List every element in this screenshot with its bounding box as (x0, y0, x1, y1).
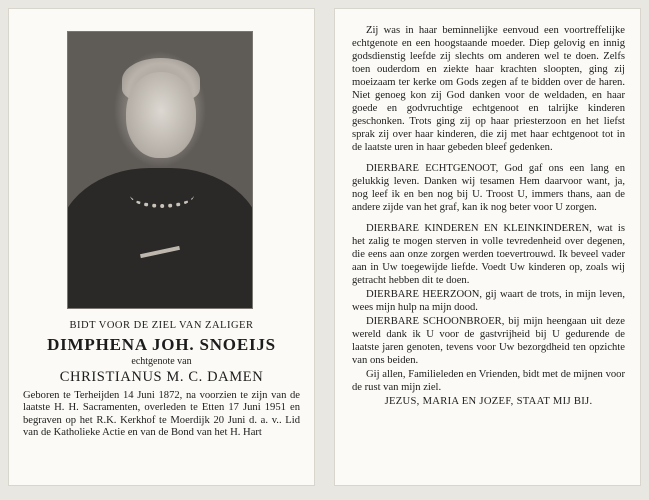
spouse-name: CHRISTIANUS M. C. DAMEN (59, 369, 264, 385)
address-children: DIERBARE KINDEREN EN KLEINKINDEREN, wat is het zalig te mogen sterven in volle tevredenheid over degenen, die eens aan onze zorgen werden toevertrouwd. Ik beveel vader aan in Uw toegewijde liefde. Voedt Uw kinderen op, zoals wij getracht hebben dit te doen. (352, 223, 625, 286)
address-priest-son: DIERBARE HEERZOON, gij waart de trots, in mijn leven, wees mijn hulp na mijn dood. (352, 289, 625, 313)
portrait-necklace (130, 182, 194, 208)
address-family: Gij allen, Familieleden en Vrienden, bidt met de mijnen voor de rust van mijn ziel. (352, 369, 625, 393)
address-brother-in-law: DIERBARE SCHOONBROER, bij mijn heengaan uit deze wereld dank ik U voor de gastvrijheid bij U gedurende de laatste jaren genoten, tevens voor Uw bezorgdheid ten opzichte van ons beiden. (352, 316, 625, 366)
portrait-face (126, 72, 196, 158)
closing-prayer: JEZUS, MARIA EN JOZEF, STAAT MIJ BIJ. (384, 396, 593, 407)
spouse-label: echtgenote van (131, 356, 192, 367)
memorial-card-front (8, 8, 315, 486)
address-spouse: DIERBARE ECHTGENOOT, God gaf ons een lang en gelukkig leven. Danken wij tesamen Hem daarvoor want, ja, nog leef ik en ben nog bij U. Troost U, immers thans, aan de andere zijde van het graf, kan ik nog beter voor U zorgen. (352, 163, 625, 213)
memorial-card-back (334, 8, 641, 486)
prayer-heading: BIDT VOOR DE ZIEL VAN ZALIGER (69, 320, 254, 331)
portrait-photo (67, 31, 253, 309)
deceased-info (23, 319, 300, 440)
deceased-name: DIMPHENA JOH. SNOEIJS (47, 335, 276, 354)
eulogy-paragraph: Zij was in haar beminnelijke eenvoud een voortreffelijke echtgenote en een hoogstaande moeder. Diep gelovig en innig godsdienstig leefde zij slechts om anderen wel te doen. Zelfs toen ouderdom en ziekte haar krachten sloopten, ging zij moeizaam ter kerke om Gods zegen af te bidden over de haren. Niet genoeg kon zij God danken voor de weldaden, en haar goede en godvruchtige echtgenoot en talrijke kinderen geschonken. Trots ging zij op haar priesterzoon en het liefst sprak zij over haar kinderen, die zij met haar echtgenoot tot in de laatste uren in haar gebeden bleef gedenken. (352, 25, 625, 153)
memorial-text (352, 24, 625, 408)
biography: Geboren te Terheijden 14 Juni 1872, na voorzien te zijn van de laatste H. H. Sacramenten, overleden te Etten 17 Juni 1951 en begraven op het R.K. Kerkhof te Moerdijk 20 Juni d. a. v.. Lid van de Katholieke Actie en van de Bond van het H. Hart (23, 390, 300, 439)
